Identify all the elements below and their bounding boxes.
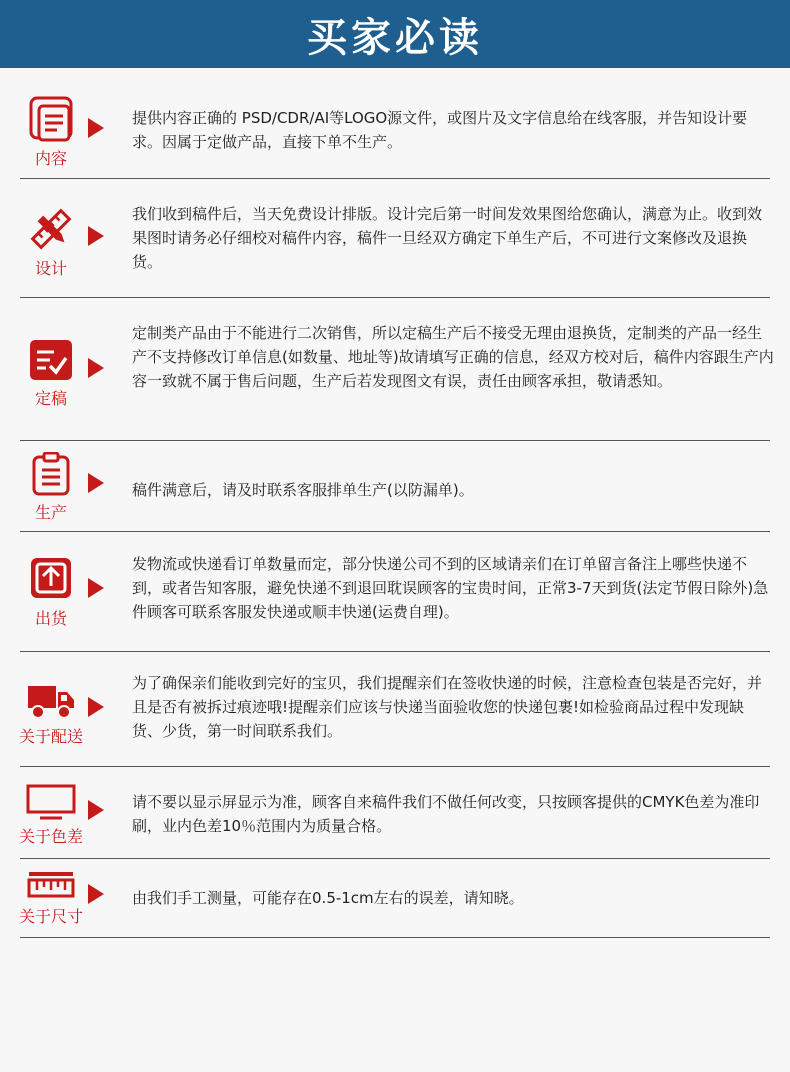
divider — [20, 297, 770, 298]
monitor-icon — [26, 784, 76, 820]
section-icon-production — [16, 452, 86, 523]
section-icon-design — [16, 206, 86, 279]
divider — [20, 531, 770, 532]
arrow-icon — [88, 697, 104, 717]
section-icon-content — [16, 96, 86, 169]
section-icon-color-difference — [16, 784, 86, 847]
arrow-icon — [88, 578, 104, 598]
section-text: 提供内容正确的 PSD/CDR/AI等LOGO源文件，或图片及文字信息给在线客服，并告知设计要求。因属于定做产品，直接下单不生产。 — [132, 109, 748, 151]
section-label: 生产 — [34, 503, 67, 522]
arrow-icon — [88, 358, 104, 378]
section-icon-finalize — [16, 338, 86, 409]
arrow-icon — [88, 473, 104, 493]
section-label: 关于尺寸 — [18, 907, 83, 926]
ruler-pencil-icon — [28, 206, 74, 252]
section-text: 发物流或快递看订单数量而定，部分快递公司不到的区域请亲们在订单留言备注上哪些快递不到，或者告知客服，避免快递不到退回耽误顾客的宝贵时间，正常3-7天到货(法定节假日除外)急件顾客可联系客服发快递或顺丰快递(运费自理)。 — [132, 555, 769, 621]
document-icon — [27, 96, 75, 142]
shipping-box-icon — [29, 556, 73, 602]
approved-doc-icon — [28, 338, 74, 382]
header-banner — [0, 0, 790, 68]
section-icon-delivery — [16, 682, 86, 747]
page-title: 买家必读 — [307, 14, 483, 61]
divider — [20, 178, 770, 179]
arrow-icon — [88, 118, 104, 138]
section-label: 关于配送 — [18, 727, 83, 746]
divider — [20, 766, 770, 767]
section-text: 请不要以显示屏显示为准，顾客自来稿件我们不做任何改变，只按顾客提供的CMYK色差为准印刷，业内色差10％范围内为质量合格。 — [132, 793, 760, 835]
section-icon-shipping — [16, 556, 86, 629]
divider — [20, 440, 770, 441]
section-label: 内容 — [34, 149, 67, 168]
section-icon-size — [16, 870, 86, 927]
section-text: 定制类产品由于不能进行二次销售，所以定稿生产后不接受无理由退换货，定制类的产品一经生产不支持修改订单信息(如数量、地址等)故请填写正确的信息，经双方校对后，稿件内容跟生产内容一致就不属于售后问题，生产后若发现图文有误，责任由顾客承担，敬请悉知。 — [132, 324, 774, 390]
divider — [20, 937, 770, 938]
truck-icon — [26, 682, 76, 720]
arrow-icon — [88, 884, 104, 904]
divider — [20, 651, 770, 652]
section-label: 定稿 — [34, 389, 67, 408]
ruler-icon — [27, 870, 75, 900]
section-label: 关于色差 — [18, 827, 83, 846]
section-label: 出货 — [34, 609, 67, 628]
section-text: 我们收到稿件后，当天免费设计排版。设计完后第一时间发效果图给您确认，满意为止。收到效果图时请务必仔细校对稿件内容，稿件一旦经双方确定下单生产后，不可进行文案修改及退换货。 — [132, 205, 763, 271]
clipboard-icon — [31, 452, 71, 496]
divider — [20, 858, 770, 859]
section-text: 由我们手工测量，可能存在0.5-1cm左右的误差，请知晓。 — [132, 889, 524, 907]
section-label: 设计 — [34, 259, 67, 278]
section-text: 稿件满意后，请及时联系客服排单生产(以防漏单)。 — [132, 481, 474, 499]
arrow-icon — [88, 800, 104, 820]
arrow-icon — [88, 226, 104, 246]
section-text: 为了确保亲们能收到完好的宝贝，我们提醒亲们在签收快递的时候，注意检查包装是否完好，并且是否有被拆过痕迹哦!提醒亲们应该与快递当面验收您的快递包裹!如检验商品过程中发现缺货、少货，第一时间联系我们。 — [132, 674, 763, 740]
